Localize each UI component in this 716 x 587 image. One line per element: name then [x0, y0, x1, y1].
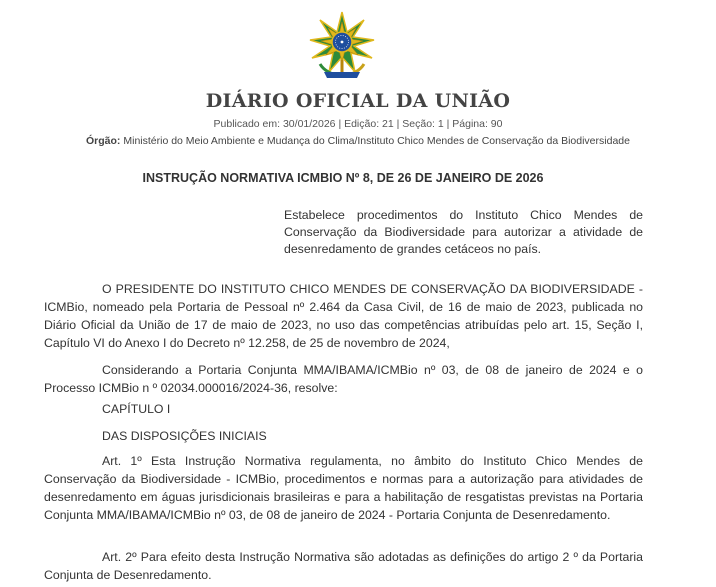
article-1-paragraph: Art. 1º Esta Instrução Normativa regulamenta, no âmbito do Instituto Chico Mendes de Conservação da Biodiversidade - ICMBio, procedimentos e normas para a autorização para atividades de desenredamento em águas jurisdicionais brasileiras e para a habilitação de resgatistas previstas na Portaria Conjunta MMA/IBAMA/ICMBio nº 03, de 08 de janeiro de 2024 - Portaria Conjunta de Desenredamento.	[44, 454, 643, 522]
organ-label: Órgão:	[86, 135, 121, 147]
organ-value: Ministério do Meio Ambiente e Mudança do Clima/Instituto Chico Mendes de Conservação da Biodiversidade	[123, 135, 630, 147]
ementa-summary: Estabelece procedimentos do Instituto Chico Mendes de Conservação da Biodiversidade para autorizar a atividade de desenredamento de grandes cetáceos no país.	[284, 208, 643, 256]
issuing-organ	[0, 135, 716, 147]
document-title: INSTRUÇÃO NORMATIVA ICMBIO Nº 8, DE 26 DE JANEIRO DE 2026	[142, 171, 544, 185]
considering-paragraph: Considerando a Portaria Conjunta MMA/IBAMA/ICMBio nº 03, de 08 de janeiro de 2024 e o Processo ICMBio n º 02034.000016/2024-36, resolve:	[44, 363, 643, 395]
publication-info: Publicado em: 30/01/2026 | Edição: 21 | Seção: 1 | Página: 90	[213, 118, 503, 130]
preamble-paragraph: O PRESIDENTE DO INSTITUTO CHICO MENDES DE CONSERVAÇÃO DA BIODIVERSIDADE - ICMBio, nomeado pela Portaria de Pessoal nº 2.464 da Casa Civil, de 16 de maio de 2023, publicada no Diário Oficial da União de 17 de maio de 2023, no uso das competências atribuídas pelo art. 15, Seção I, Capítulo VI do Anexo I do Decreto nº 12.258, de 25 de novembro de 2024,	[44, 282, 643, 350]
chapter-heading: CAPÍTULO I	[102, 402, 171, 416]
brazil-coat-of-arms-icon	[306, 10, 378, 82]
masthead-title: DIÁRIO OFICIAL DA UNIÃO	[205, 90, 511, 112]
chapter-subheading: DAS DISPOSIÇÕES INICIAIS	[102, 429, 267, 443]
article-2-paragraph: Art. 2º Para efeito desta Instrução Normativa são adotadas as definições do artigo 2 º da Portaria Conjunta de Desenredamento.	[44, 550, 643, 582]
